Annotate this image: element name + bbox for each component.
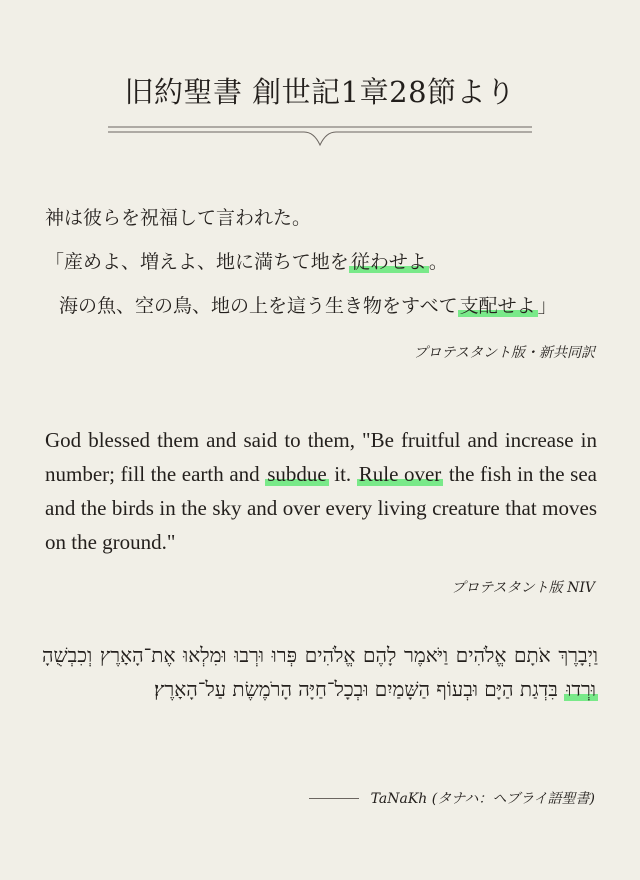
highlight-rule-jp: 支配せよ (459, 295, 536, 317)
hebrew-text-1: וַיְבָרֶךְ אֹתָם אֱלֹהִים וַיֹּאמֶר לָהֶם אֱלֹהִים פְּרוּ וּרְבוּ וּמִלְאוּ אֶת־הָאָרֶץ וְכִבְשֻׁהָ (42, 643, 598, 667)
english-text-1: God blessed them and said to them, "Be fruitful and increase in number; fill the earth and (45, 428, 597, 486)
english-text-3: the fish in the sea and the birds in the sky and over every living creature that moves on the ground." (45, 462, 597, 554)
english-citation: プロテスタント版 NIV (451, 580, 595, 596)
highlight-subdue-jp: 従わせよ (350, 251, 427, 273)
english-verse (45, 423, 597, 559)
highlight-rule-over-en: Rule over (358, 462, 442, 486)
japanese-citation: プロテスタント版・新共同訳 (413, 345, 595, 361)
highlight-rule-he: וּרְדוּ (566, 677, 596, 701)
page-title: 旧約聖書 創世記1章28節より (124, 75, 516, 109)
english-text-2: it. (328, 462, 357, 486)
title-divider-ornament (108, 121, 532, 151)
japanese-line-2 (45, 240, 605, 284)
hebrew-citation (309, 788, 595, 808)
japanese-line-2-end: 。 (428, 251, 448, 273)
japanese-line-3-end: 」 (537, 295, 557, 317)
hebrew-text-2: בִּדְגַת הַיָּם וּבְעוֹף הַשָּׁמַיִם וּבְכָל־חַיָּה הָרֹמֶשֶׂת עַל־הָאָרֶץ׃ (153, 677, 565, 701)
japanese-verse (45, 196, 605, 328)
japanese-line-2-text: 「産めよ、増えよ、地に満ちて地を (45, 251, 349, 273)
japanese-line-1: 神は彼らを祝福して言われた。 (45, 207, 312, 229)
hebrew-citation-text: TaNaKh (タナハ：ヘブライ語聖書) (370, 791, 595, 807)
hebrew-verse (42, 638, 598, 706)
japanese-line-3 (45, 284, 605, 328)
citation-dash-rule (309, 798, 359, 799)
japanese-line-3-text: 海の魚、空の鳥、地の上を這う生き物をすべて (59, 295, 458, 317)
highlight-subdue-en: subdue (267, 462, 327, 486)
